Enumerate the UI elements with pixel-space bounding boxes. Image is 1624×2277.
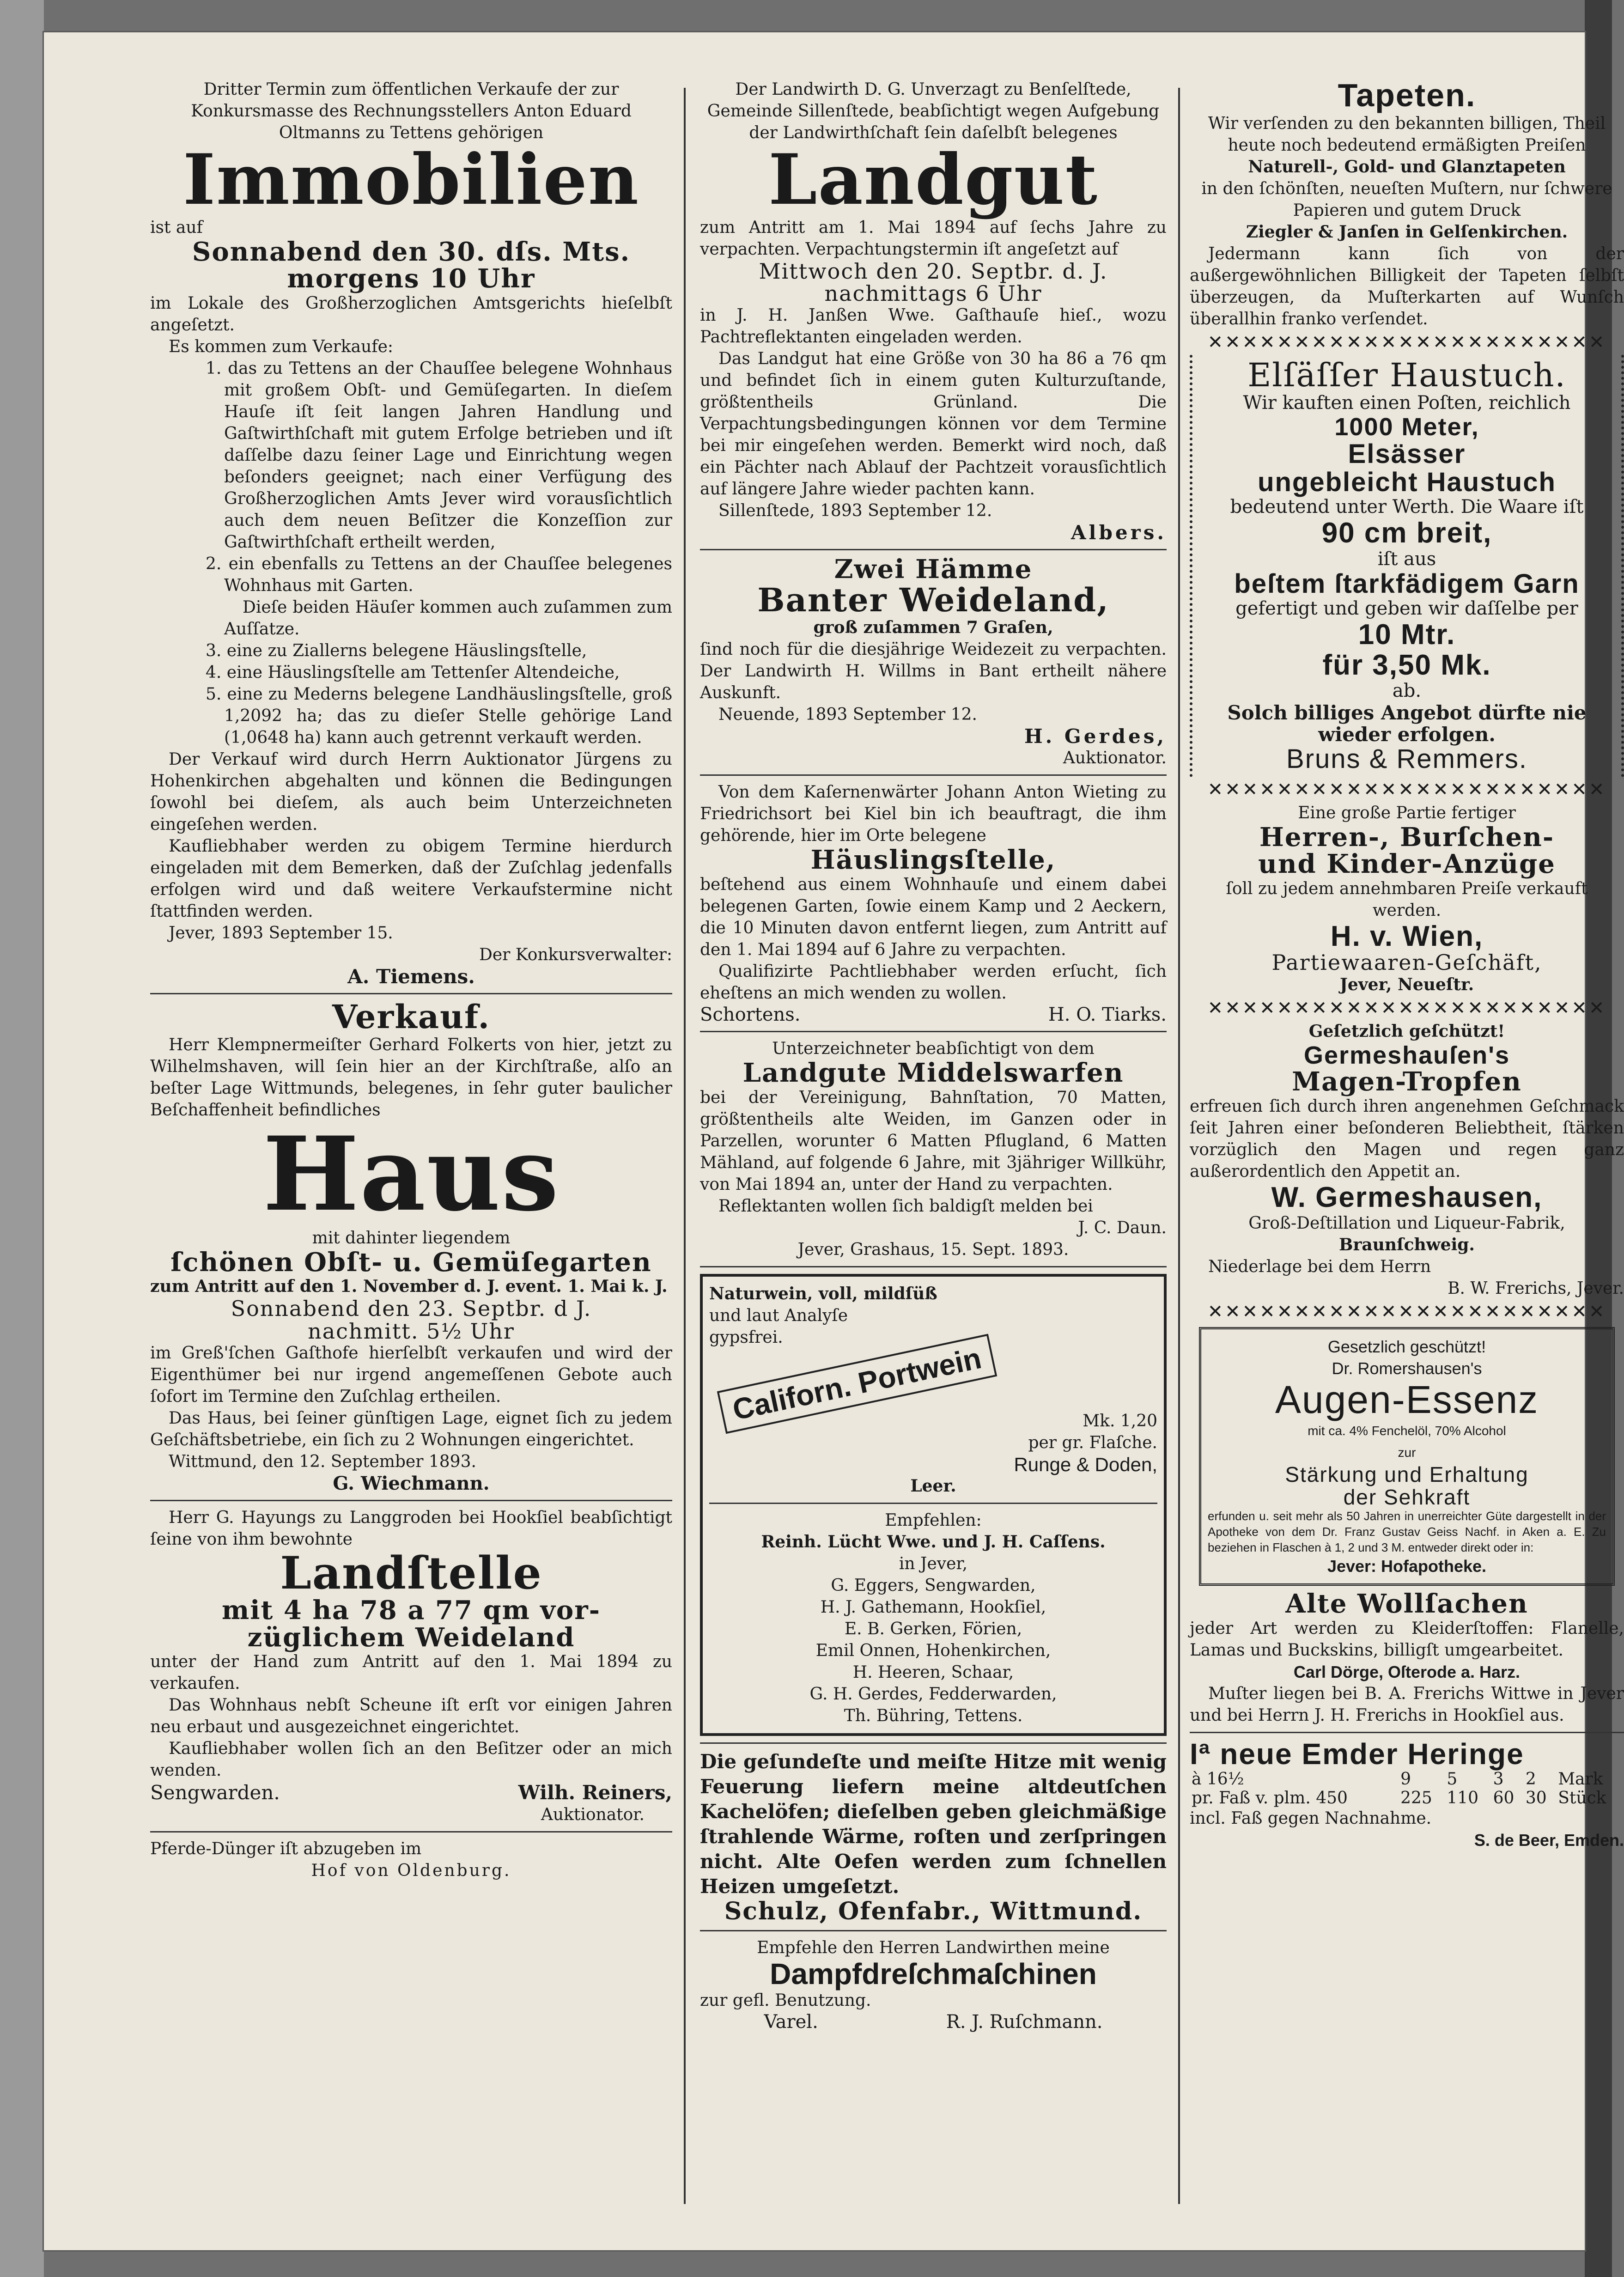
wein-dealer-1: Reinh. Lücht Wwe. und J. H. Caſſens. bbox=[761, 1532, 1106, 1552]
dampf-place: Varel. bbox=[764, 2011, 818, 2033]
middel-intro: Unterzeichneter beabſichtigt von dem bbox=[772, 1039, 1095, 1059]
banter-text: ſind noch für die diesjährige Weidezeit zu verpachten. Der Landwirth H. Willms in Bant ertheilt nähere Auskunft. bbox=[700, 640, 1167, 703]
haeusl-signature-row bbox=[700, 1004, 1167, 1025]
wein-firm: Runge & Doden, bbox=[1014, 1453, 1157, 1475]
augen-composition: mit ca. 4% Fenchelöl, 70% Alcohol bbox=[1308, 1424, 1506, 1438]
hamme-title: Zwei Hämme bbox=[834, 554, 1033, 585]
immo-item-1: 1. das zu Tettens an der Chauſſee belegene Wohnhaus mit großem Obſt- und Gemüſegarten. In dieſem Hauſe iſt ſeit langen Jahren Handlung und Gaſtwirthſchaft mit gutem Erfolge betrieben und iſt daſſelbe dazu ſeiner Lage und Einrichtung wegen beſonders geeignet; nach einer Verfügung des Großherzoglichen Amts Jever wird vorausſichtlich auch dem neuen Beſitzer die Konzeſſion zur Gaſtwirthſchaft ertheilt werden, bbox=[206, 359, 672, 552]
ofen-signature: Schulz, Ofenfabr., Wittmund. bbox=[724, 1897, 1143, 1925]
immo-date-line: Jever, 1893 September 15. bbox=[169, 924, 393, 943]
banter-sig-role: Auktionator. bbox=[1063, 749, 1167, 768]
hering-qty-cell: 30 bbox=[1525, 1788, 1547, 1808]
anz-intro: Eine große Partie fertiger bbox=[1298, 803, 1516, 822]
land-sub-1: mit 4 ha 78 a 77 qm vor- bbox=[221, 1595, 601, 1626]
hering-price-cell: 2 bbox=[1525, 1769, 1536, 1789]
hering-qty-cell: pr. Faß v. plm. 450 bbox=[1192, 1788, 1348, 1808]
els-billig: Solch billiges Angebot dürfte nie wieder erfolgen. bbox=[1227, 701, 1587, 746]
haeusl-text-2: Qualifizirte Pachtliebhaber werden erſucht, ſich eheſtens an mich wenden zu wollen. bbox=[700, 962, 1167, 1003]
land-text: unter der Hand zum Antritt auf den 1. Mai 1894 zu verkaufen. bbox=[150, 1652, 672, 1693]
wein-dealer-6: H. Heeren, Schaar, bbox=[852, 1662, 1014, 1682]
augen-zur: zur bbox=[1398, 1445, 1416, 1460]
els-ab: ab. bbox=[1392, 680, 1422, 701]
immo-title: Immobilien bbox=[183, 139, 639, 220]
column-rule bbox=[684, 88, 686, 2204]
haus-date: Sonnabend den 23. Septbr. d J. bbox=[231, 1296, 592, 1321]
els-ungebleicht: ungebleicht Haustuch bbox=[1258, 467, 1556, 497]
divider bbox=[709, 1503, 1157, 1504]
els-text-4: gefertigt und geben wir daſſelbe per bbox=[1235, 598, 1578, 620]
middel-signature: J. C. Daun. bbox=[1078, 1218, 1167, 1237]
dampf-text: zur gefl. Benutzung. bbox=[700, 1991, 871, 2010]
anz-text: ſoll zu jedem annehmbaren Preiſe verkauft werden. bbox=[1226, 879, 1588, 920]
stars-border: ✕✕✕✕✕✕✕✕✕✕✕✕✕✕✕✕✕✕✕✕✕✕✕ bbox=[1207, 1301, 1606, 1323]
wein-per: per gr. Flaſche. bbox=[1028, 1433, 1157, 1452]
hering-price-table bbox=[1190, 1770, 1624, 1808]
divider bbox=[150, 1500, 672, 1501]
magen-geschuetzt: Geſetzlich geſchützt! bbox=[1308, 1021, 1505, 1041]
dampf-signature-row bbox=[700, 2011, 1167, 2033]
hering-qty-cell: Stück bbox=[1558, 1788, 1606, 1808]
wein-city: Leer. bbox=[910, 1476, 956, 1496]
divider bbox=[700, 774, 1167, 776]
middel-text-2: Reflektanten wollen ſich baldigſt melden bei bbox=[718, 1196, 1093, 1216]
landgut-text: zum Antritt am 1. Mai 1894 auf ſechs Jahre zu verpachten. Verpachtungstermin iſt angeſetzt auf bbox=[700, 218, 1167, 259]
hering-text: incl. Faß gegen Nachnahme. bbox=[1190, 1808, 1432, 1828]
els-breit: 90 cm breit, bbox=[1321, 517, 1492, 549]
els-text-2: bedeutend unter Werth. Die Waare iſt bbox=[1230, 496, 1584, 518]
column-rule bbox=[1178, 88, 1180, 2204]
magen-firm-2: Groß-Deſtillation und Liqueur-Fabrik, bbox=[1248, 1214, 1565, 1233]
newspaper-page bbox=[44, 32, 1624, 2250]
woll-firm: Carl Dörge, Oſterode a. Harz. bbox=[1293, 1662, 1521, 1681]
immo-verkauf: Der Verkauf wird durch Herrn Auktionator Jürgens zu Hohenkirchen abgehalten und können die Bedingungen ſowohl bei dieſem, als auch beim Unterzeichneten eingeſehen werden. bbox=[150, 750, 672, 834]
wein-dealer-4: E. B. Gerken, Förien, bbox=[844, 1619, 1022, 1638]
immo-item-4: 4. eine Häuslingsſtelle am Tettenſer Altendeiche, bbox=[206, 663, 620, 682]
wein-empfehlen: Empfehlen: bbox=[885, 1510, 982, 1530]
tapeten-text-3: Jedermann kann ſich von der außergewöhnlichen Billigkeit der Tapeten ſelbſt überzeugen, da Muſterkarten auf Wunſch überallhin franko verſendet. bbox=[1190, 244, 1624, 329]
magen-dealer: B. W. Frerichs, Jever. bbox=[1448, 1279, 1624, 1298]
land-intro: Herr G. Hayungs zu Langgroden bei Hookſiel beabſichtigt ſeine von ihm bewohnte bbox=[150, 1508, 672, 1549]
hering-price-cell: 5 bbox=[1447, 1769, 1458, 1789]
tapeten-text: Wir verſenden zu den bekannten billigen, Theil heute noch bedeutend ermäßigten Preiſen bbox=[1208, 114, 1606, 155]
augen-staerkung: Stärkung und Erhaltung bbox=[1285, 1462, 1529, 1487]
banter-size: groß zuſammen 7 Graſen, bbox=[813, 618, 1053, 638]
haus-title: Haus bbox=[262, 1114, 560, 1234]
scan-left-margin bbox=[0, 0, 44, 2277]
hering-qty-row bbox=[1190, 1789, 1624, 1808]
immo-item-2: 2. ein ebenfalls zu Tettens an der Chauſſee belegenes Wohnhaus mit Garten. bbox=[206, 554, 672, 596]
divider bbox=[700, 549, 1167, 550]
haeusl-text: beſtehend aus einem Wohnhauſe und einem dabei belegenen Garten, ſowie einem Kamp und 2 Aeckern, die 10 Minuten davon entfernt liegen, zum Antritt auf den 1. Mai 1894 auf 6 Jahre zu verpachten. bbox=[700, 875, 1167, 960]
augen-essenz-ad bbox=[1199, 1327, 1615, 1586]
haeusl-title: Häuslingsſtelle, bbox=[810, 845, 1056, 876]
elsaesser-ad bbox=[1190, 355, 1624, 777]
pferde-place: Hof von Oldenburg. bbox=[311, 1861, 511, 1881]
landgut-title: Landgut bbox=[768, 139, 1098, 220]
dampf-signature: R. J. Ruſchmann. bbox=[946, 2011, 1103, 2033]
hering-title: Iª neue Emder Heringe bbox=[1190, 1737, 1524, 1771]
anz-place: Jever, Neueſtr. bbox=[1339, 974, 1474, 994]
woll-title: Alte Wollſachen bbox=[1285, 1588, 1528, 1619]
banter-place: Neuende, 1893 September 12. bbox=[718, 705, 977, 724]
woll-text-2: Muſter liegen bei B. A. Frerichs Wittwe in Jever und bei Herrn J. H. Frerichs in Hookſiel aus. bbox=[1190, 1684, 1624, 1725]
divider bbox=[700, 1742, 1167, 1744]
haeusl-signature: H. O. Tiarks. bbox=[1048, 1004, 1167, 1026]
immo-ist-auf: ist auf bbox=[150, 218, 203, 237]
landgut-place: in J. H. Janßen Wwe. Gaſthauſe hieſ., wozu Pachtreflektanten eingeladen werden. bbox=[700, 306, 1167, 347]
haus-place: Wittmund, den 12. September 1893. bbox=[169, 1452, 476, 1471]
landgut-date-line: Sillenſtede, 1893 September 12. bbox=[718, 501, 992, 521]
stars-border-bottom: ✕✕✕✕✕✕✕✕✕✕✕✕✕✕✕✕✕✕✕✕✕✕✕ bbox=[1207, 779, 1606, 800]
magen-text: erfreuen ſich durch ihren angenehmen Geſchmack ſeit Jahren einer beſonderen Beliebtheit, ſtärken vorzüglich den Magen und regen ganz außerordentlich den Appetit an. bbox=[1190, 1097, 1624, 1181]
hering-firm: S. de Beer, Emden. bbox=[1474, 1830, 1624, 1850]
land-sub-2: züglichem Weideland bbox=[247, 1622, 575, 1653]
wein-dealer-1b: in Jever, bbox=[899, 1554, 968, 1573]
haus-garten: ſchönen Obſt- u. Gemüſegarten bbox=[170, 1247, 652, 1278]
stars-border: ✕✕✕✕✕✕✕✕✕✕✕✕✕✕✕✕✕✕✕✕✕✕✕ bbox=[1207, 997, 1606, 1019]
land-place: Sengwarden. bbox=[150, 1781, 280, 1804]
immo-kaufliebhaber: Kaufliebhaber werden zu obigem Termine hierdurch eingeladen mit dem Bemerken, daß der Zuſchlag jedenfalls erfolgen wird und daß weitere Verkaufstermine nicht ſtattfinden werden. bbox=[150, 837, 672, 921]
verkauf-text: Herr Klempnermeiſter Gerhard Folkerts von hier, jetzt zu Wilhelmshaven, will ſein hier an der Kirchſtraße, alſo an beſter Lage Wittmunds, belegenes, in ſehr guter baulicher Beſchaffenheit befindliches bbox=[150, 1035, 672, 1120]
haus-antritt: zum Antritt auf den 1. November d. J. event. 1. Mai k. J. bbox=[150, 1277, 668, 1297]
verkauf-title: Verkauf. bbox=[332, 998, 491, 1036]
haus-text-2: Das Haus, bei ſeiner günſtigen Lage, eignet ſich zu jedem Geſchäftsbetriebe, ein ſich zu 2 Wohnungen eingerichtet. bbox=[150, 1408, 672, 1449]
wein-text-2: und laut Analyſe bbox=[709, 1306, 848, 1325]
pferde-text: Pferde-Dünger iſt abzugeben im bbox=[150, 1839, 422, 1859]
haus-text: im Greß'ſchen Gaſthofe hierſelbſt verkaufen und wird der Eigenthümer bei nur irgend angemeſſenen Gebote auch ſofort im Termine den Zuſchlag ertheilen. bbox=[150, 1343, 672, 1406]
wein-text-3: gypsfrei. bbox=[709, 1327, 783, 1347]
wein-text-1: Naturwein, voll, mildſüß bbox=[709, 1284, 937, 1303]
els-meter: 1000 Meter, bbox=[1334, 413, 1479, 441]
middel-text: bei der Vereinigung, Bahnſtation, 70 Matten, größtentheils alte Weiden, im Ganzen oder in Parzellen, worunter 6 Matten Pflugland, 6 Matten Mähland, auf folgende 6 Jahre, mit 3jähriger Willkühr, von Mai 1894 an, unter der Hand zu verpachten. bbox=[700, 1088, 1167, 1194]
landgut-date: Mittwoch den 20. Septbr. d. J. bbox=[759, 258, 1108, 284]
augen-dealer: Jever: Hofapotheke. bbox=[1327, 1556, 1487, 1576]
haus-time: nachmitt. 5½ Uhr bbox=[308, 1318, 515, 1344]
haeusl-intro: Von dem Kaſernenwärter Johann Anton Wieting zu Friedrichsort bei Kiel bin ich beauftragt, die ihm gehörende, hier im Orte belegene bbox=[700, 783, 1167, 846]
land-signature-row bbox=[150, 1781, 672, 1804]
divider bbox=[700, 1266, 1167, 1267]
augen-geschuetzt: Gesetzlich geschützt! bbox=[1327, 1337, 1486, 1357]
land-sig-role: Auktionator. bbox=[541, 1805, 645, 1825]
els-text-3: iſt aus bbox=[1377, 548, 1436, 570]
wein-dealer-2: G. Eggers, Sengwarden, bbox=[831, 1576, 1036, 1595]
tapeten-types: Naturell-, Gold- und Glanztapeten bbox=[1248, 157, 1566, 177]
els-firm: Bruns & Remmers. bbox=[1286, 743, 1527, 774]
divider bbox=[150, 993, 672, 994]
augen-text: erfunden u. seit mehr als 50 Jahren in unerreichter Güte dargestellt in der Apotheke von dem Dr. Franz Gustav Geiss Nachf. in Aken a. E. Zu beziehen in Flaschen à 1, 2 und 3 M. entweder direkt oder in: bbox=[1208, 1509, 1606, 1554]
immo-signature: A. Tiemens. bbox=[347, 965, 475, 988]
land-text-2: Das Wohnhaus nebſt Scheune iſt erſt vor einigen Jahren neu erbaut und ausgezeichnet eingerichtet. bbox=[150, 1696, 672, 1737]
els-fuer: für 3,50 Mk. bbox=[1322, 649, 1491, 681]
wein-price: Mk. 1,20 bbox=[1083, 1411, 1157, 1431]
hering-price-cell: à 16½ bbox=[1192, 1769, 1244, 1789]
column-right bbox=[1190, 79, 1624, 2213]
banter-title: Banter Weideland, bbox=[757, 580, 1109, 619]
portwein-ad bbox=[700, 1274, 1167, 1736]
anz-title-1: Herren-, Burſchen- bbox=[1259, 822, 1555, 852]
land-text-3: Kaufliebhaber wollen ſich an den Beſitzer oder an mich wenden. bbox=[150, 1739, 672, 1780]
els-garn: beſtem ſtarkfädigem Garn bbox=[1234, 568, 1580, 599]
haus-signature: G. Wiechmann. bbox=[333, 1472, 490, 1494]
landgut-intro: Der Landwirth D. G. Unverzagt zu Benſelſtede, Gemeinde Sillenſtede, beabſichtigt wegen Aufgebung der Landwirthſchaft ſein daſelbſt belegenes bbox=[707, 80, 1160, 142]
dampf-intro: Empfehle den Herren Landwirthen meine bbox=[757, 1938, 1110, 1957]
landgut-description: Das Landgut hat eine Größe von 30 ha 86 a 76 qm und befindet ſich in einem guten Kulturzuſtande, größtentheils Grünland. Die Verpachtungsbedingungen können vor dem Termine bei mir eingeſehen werden. Bemerkt wird noch, daß ein Pächter nach Ablauf der Pachtzeit vorausſichtlich auf längere Jahre wieder pachten kann. bbox=[700, 349, 1167, 499]
land-title: Landſtelle bbox=[280, 1546, 542, 1599]
column-left bbox=[150, 79, 672, 2213]
immo-es-kommen: Es kommen zum Verkaufe: bbox=[169, 337, 394, 357]
anz-firm: H. v. Wien, bbox=[1330, 920, 1484, 953]
tapeten-title: Tapeten. bbox=[1338, 77, 1476, 113]
augen-dr: Dr. Romershausen's bbox=[1332, 1359, 1482, 1378]
hering-qty-cell: 225 bbox=[1400, 1788, 1432, 1808]
els-mtr: 10 Mtr. bbox=[1358, 619, 1456, 651]
magen-niederlage: Niederlage bei dem Herrn bbox=[1208, 1257, 1431, 1277]
tapeten-text-2: in den ſchönſten, neueſten Muſtern, nur ſchwere Papieren und gutem Druck bbox=[1201, 179, 1612, 220]
banter-signature: H. Gerdes, bbox=[1024, 725, 1167, 748]
anz-firm-2: Partiewaaren-Geſchäft, bbox=[1271, 950, 1542, 975]
haus-sub: mit dahinter liegendem bbox=[312, 1228, 511, 1248]
magen-title-1: Germeshauſen's bbox=[1303, 1041, 1510, 1069]
divider bbox=[700, 1031, 1167, 1032]
immo-item-5: 5. eine zu Mederns belegene Landhäuslingsſtelle, groß 1,2092 ha; das zu dieſer Stelle gehörige Land (1,0648 ha) kann auch getrennt verkauft werden. bbox=[206, 685, 672, 748]
wein-dealer-3: H. J. Gathemann, Hookſiel, bbox=[820, 1597, 1046, 1617]
hering-price-row bbox=[1190, 1770, 1624, 1789]
wein-banner: Californ. Portwein bbox=[717, 1334, 997, 1434]
magen-city: Braunſchweig. bbox=[1339, 1235, 1475, 1255]
stars-border-top: ✕✕✕✕✕✕✕✕✕✕✕✕✕✕✕✕✕✕✕✕✕✕✕ bbox=[1207, 331, 1606, 353]
immo-place: im Lokale des Großherzoglichen Amtsgerichts hieſelbſt angeſetzt. bbox=[150, 294, 672, 335]
hering-price-cell: 9 bbox=[1400, 1769, 1411, 1789]
hering-price-cell: Mark bbox=[1558, 1769, 1603, 1789]
haeusl-place: Schortens. bbox=[700, 1004, 801, 1026]
column-middle bbox=[700, 79, 1167, 2213]
divider bbox=[1190, 1732, 1624, 1733]
middel-place: Jever, Grashaus, 15. Sept. 1893. bbox=[797, 1240, 1069, 1259]
hering-qty-cell: 110 bbox=[1447, 1788, 1479, 1808]
magen-title-2: Magen-Tropfen bbox=[1292, 1066, 1522, 1097]
immo-item-2b: Dieſe beiden Häuſer kommen auch zuſammen zum Auſſatze. bbox=[224, 598, 672, 639]
landgut-time: nachmittags 6 Uhr bbox=[824, 280, 1042, 306]
wein-dealer-7: G. H. Gerdes, Fedderwarden, bbox=[809, 1684, 1057, 1704]
els-text-1: Wir kauften einen Poſten, reichlich bbox=[1243, 392, 1571, 414]
augen-sehkraft: der Sehkraft bbox=[1343, 1485, 1471, 1509]
els-elsasser: Elsässer bbox=[1348, 438, 1466, 469]
land-signature: Wilh. Reiners, bbox=[518, 1781, 672, 1804]
wein-dealer-5: Emil Onnen, Hohenkirchen, bbox=[815, 1641, 1051, 1660]
divider bbox=[700, 1930, 1167, 1931]
tapeten-firm: Ziegler & Janſen in Gelſenkirchen. bbox=[1246, 222, 1568, 242]
wein-dealer-8: Th. Bühring, Tettens. bbox=[844, 1706, 1023, 1725]
middel-title: Landgute Middelswarfen bbox=[742, 1058, 1124, 1089]
els-title: Elſäſſer Haustuch. bbox=[1247, 356, 1566, 394]
magen-firm: W. Germeshausen, bbox=[1271, 1181, 1543, 1213]
hering-qty-cell: 60 bbox=[1493, 1788, 1515, 1808]
immo-time: morgens 10 Uhr bbox=[287, 263, 535, 294]
anz-title-2: und Kinder-Anzüge bbox=[1258, 849, 1556, 880]
divider bbox=[150, 1831, 672, 1833]
immo-sig-role: Der Konkursverwalter: bbox=[479, 945, 672, 965]
immo-item-3: 3. eine zu Ziallerns belegene Häuslingsſtelle, bbox=[206, 641, 587, 661]
augen-title: Augen-Essenz bbox=[1275, 1378, 1539, 1422]
immo-intro: Dritter Termin zum öffentlichen Verkaufe der zur Konkursmasse des Rechnungsstellers Anton Eduard Oltmanns zu Tettens gehörigen bbox=[191, 80, 632, 142]
immo-date: Sonnabend den 30. dſs. Mts. bbox=[192, 236, 631, 267]
landgut-signature: Albers. bbox=[1071, 521, 1167, 544]
hering-price-cell: 3 bbox=[1493, 1769, 1504, 1789]
ofen-text: Die geſundeſte und meiſte Hitze mit wenig Feuerung liefern meine altdeutſchen Kachelöfen; dieſelben geben gleichmäßige ſtrahlende Wärme, roſten und zerſpringen nicht. Alte Oefen werden zum ſchnellen Heizen umgeſetzt. bbox=[700, 1750, 1167, 1898]
dampf-title: Dampfdreſchmaſchinen bbox=[770, 1957, 1097, 1991]
woll-text: jeder Art werden zu Kleiderſtoffen: Flanelle, Lamas und Buckskins, billigſt umgearbeitet. bbox=[1190, 1619, 1624, 1660]
